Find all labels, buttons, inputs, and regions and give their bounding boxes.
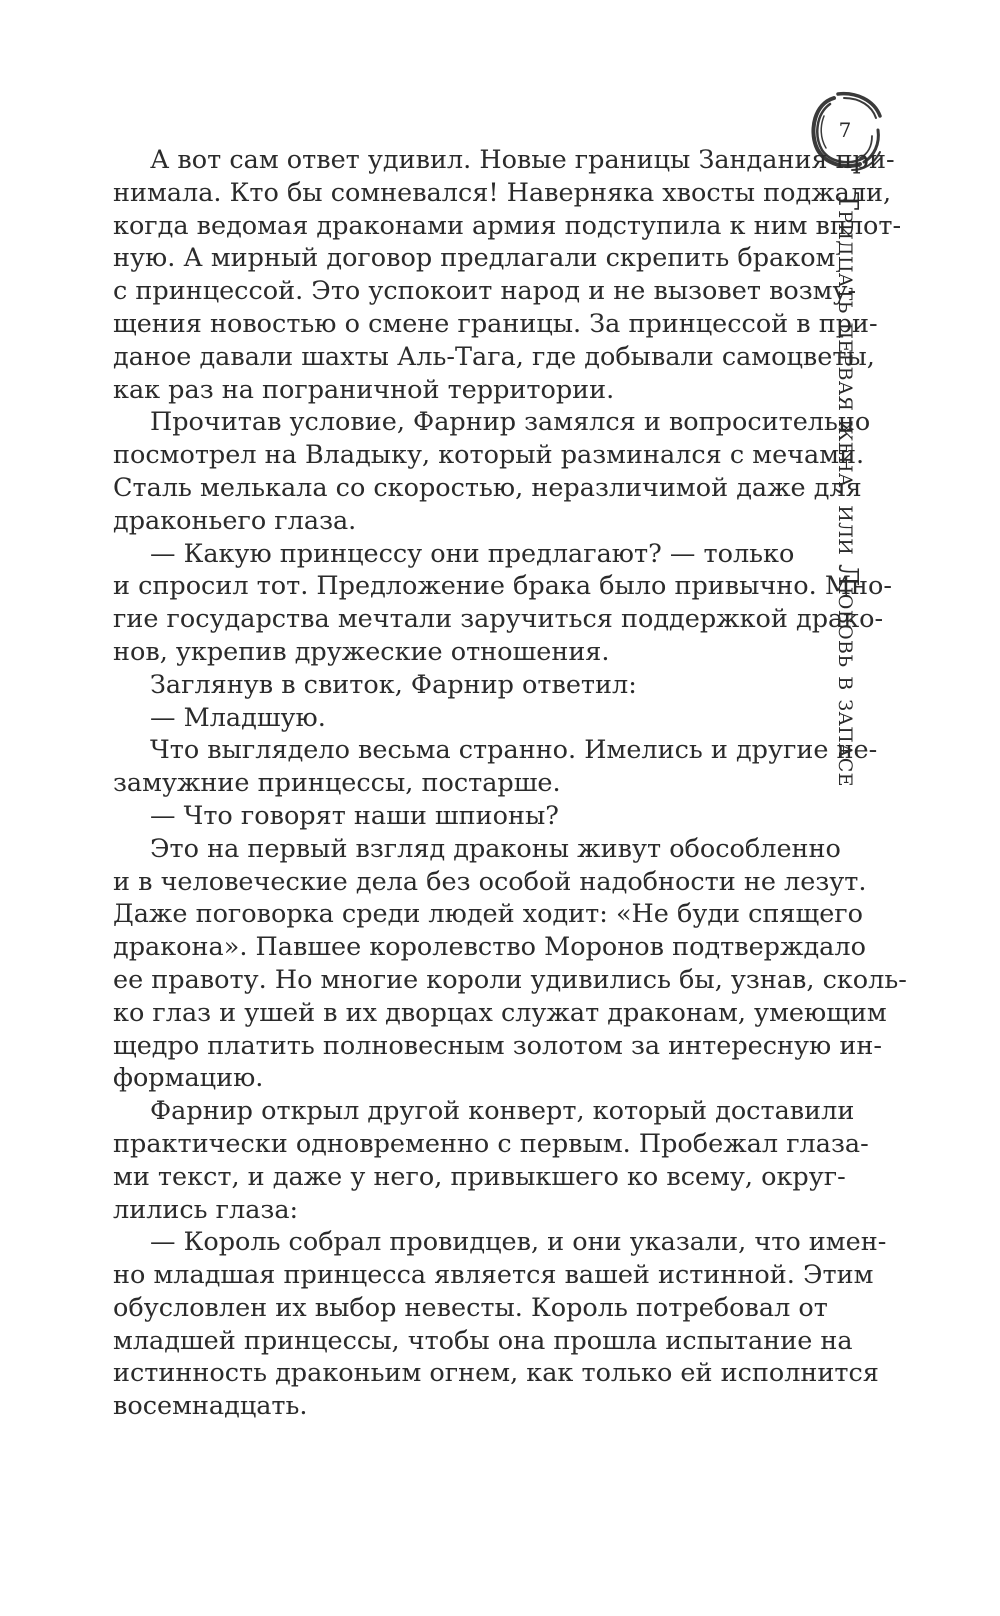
text-line: младшей принцессы, чтобы она прошла испытание на [113, 1325, 853, 1356]
text-line: А вот сам ответ удивил. Новые границы Зандания при- [150, 145, 895, 175]
text-line: — Младшую. [150, 702, 326, 733]
text-line: щедро платить полновесным золотом за интересную ин- [113, 1030, 882, 1061]
text-line: ее правоту. Но многие короли удивились бы, узнав, сколь- [113, 964, 907, 995]
text-line: практически одновременно с первым. Пробежал глаза- [113, 1128, 869, 1159]
text-line: нов, укрепив дружеские отношения. [113, 636, 610, 667]
text-line: ную. А мирный договор предлагали скрепить браком [113, 243, 836, 274]
text-line: нимала. Кто бы сомневался! Наверняка хвосты поджали, [113, 177, 892, 208]
text-line: и в человеческие дела без особой надобности не лезут. [113, 866, 867, 897]
text-line: Сталь мелькала со скоростью, неразличимой даже для [113, 472, 862, 503]
text-line: как раз на пограничной территории. [113, 374, 615, 405]
text-line: посмотрел на Владыку, который разминался с мечами. [113, 440, 865, 471]
text-line: — Что говорят наши шпионы? [150, 800, 559, 831]
text-line: Даже поговорка среди людей ходит: «Не буди спящего [113, 899, 864, 930]
text-line: формацию. [113, 1063, 264, 1094]
page-number: 7 [838, 118, 852, 142]
text-line: ми текст, и даже у него, привыкшего ко всему, округ- [113, 1161, 846, 1192]
text-line: драконьего глаза. [113, 505, 357, 536]
text-line: с принцессой. Это успокоит народ и не вызовет возму- [113, 276, 857, 307]
text-line: Это на первый взгляд драконы живут обособленно [150, 833, 841, 864]
text-line: гие государства мечтали заручиться поддержкой драко- [113, 604, 884, 635]
text-line: восемнадцать. [113, 1391, 308, 1422]
running-title: Тридцать первая жена, или Любовь в запасе [832, 192, 863, 787]
text-line: Что выглядело весьма странно. Имелись и другие не- [150, 735, 878, 766]
text-line: лились глаза: [113, 1194, 299, 1225]
text-line: — Король собрал провидцев, и они указали, что имен- [150, 1227, 887, 1258]
text-line: даное давали шахты Аль-Тага, где добывали самоцветы, [113, 341, 875, 372]
text-line: обусловлен их выбор невесты. Король потребовал от [113, 1292, 828, 1323]
text-line: Заглянув в свиток, Фарнир ответил: [150, 669, 637, 700]
text-line: щения новостью о смене границы. За принцессой в при- [113, 308, 878, 339]
text-line: но младшая принцесса является вашей истинной. Этим [113, 1260, 874, 1291]
text-line: и спросил тот. Предложение брака было привычно. Мно- [113, 571, 892, 602]
text-line: — Какую принцессу они предлагают? — только [150, 538, 795, 569]
text-line: истинность драконьим огнем, как только ей исполнится [113, 1358, 879, 1389]
text-line: Фарнир открыл другой конверт, который доставили [150, 1096, 855, 1127]
text-line: замужние принцессы, постарше. [113, 768, 561, 799]
text-line: когда ведомая драконами армия подступила к ним вплот- [113, 210, 902, 241]
text-line: дракона». Павшее королевство Моронов подтверждало [113, 932, 866, 963]
text-line: ко глаз и ушей в их дворцах служат драконам, умеющим [113, 997, 887, 1028]
text-line: Прочитав условие, Фарнир замялся и вопросительно [150, 407, 871, 438]
